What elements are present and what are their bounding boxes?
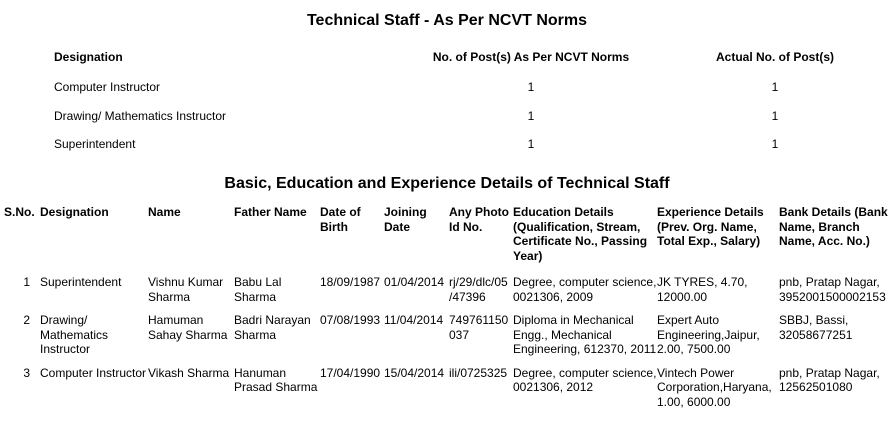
cell-education: Degree, computer science, 0021306, 2009 xyxy=(513,275,657,304)
table-row xyxy=(0,275,894,313)
ncvt-row-actual: 1 xyxy=(771,80,779,94)
header-name: Name xyxy=(148,205,181,219)
cell-joining-date: 15/04/2014 xyxy=(384,365,445,380)
cell-dob: 17/04/1990 xyxy=(320,365,381,380)
cell-dob: 18/09/1987 xyxy=(320,275,381,289)
cell-dob: 07/08/1993 xyxy=(320,313,381,327)
cell-experience: Vintech Power Corporation,Haryana, 1.00, 6000.00 xyxy=(657,365,772,409)
header-actual-posts: Actual No. of Post(s) xyxy=(715,50,835,64)
ncvt-row-actual: 1 xyxy=(771,137,779,151)
cell-education: Degree, computer science, 0021306, 2012 xyxy=(513,365,657,394)
header-designation: Designation xyxy=(40,205,109,219)
cell-name: Hamuman Sahay Sharma xyxy=(148,313,228,342)
cell-bank: SBBJ, Bassi, 32058677251 xyxy=(779,313,853,342)
cell-name: Vishnu Kumar Sharma xyxy=(148,275,224,304)
ncvt-row-designation: Superintendent xyxy=(54,137,136,151)
cell-education: Diploma in Mechanical Engg., Mechanical Engineering, 612370, 2011 xyxy=(513,313,657,356)
cell-father-name: Hanuman Prasad Sharma xyxy=(234,365,318,394)
cell-sno: 1 xyxy=(23,275,30,289)
cell-designation: Computer Instructor xyxy=(40,365,147,380)
cell-joining-date: 11/04/2014 xyxy=(384,313,444,327)
cell-father-name: Babu Lal Sharma xyxy=(234,275,282,304)
table-row xyxy=(0,313,894,366)
cell-photo-id: rj/29/dlc/05 /47396 xyxy=(449,275,508,304)
ncvt-row-designation: Computer Instructor xyxy=(54,80,161,94)
staff-details-table xyxy=(0,205,894,418)
ncvt-row-posts: 1 xyxy=(527,137,535,151)
cell-sno: 2 xyxy=(23,313,30,327)
cell-designation: Superintendent xyxy=(40,275,122,289)
cell-sno: 3 xyxy=(23,365,30,380)
cell-bank: pnb, Pratap Nagar, 3952001500002153 xyxy=(779,275,886,304)
cell-experience: JK TYRES, 4.70, 12000.00 xyxy=(657,275,748,304)
header-father-name: Father Name xyxy=(234,205,307,219)
header-education: Education Details (Qualification, Stream, Certificate No., Passing Year) xyxy=(513,205,648,263)
cell-joining-date: 01/04/2014 xyxy=(384,275,445,289)
header-photo-id: Any Photo Id No. xyxy=(449,205,509,234)
table-row xyxy=(0,366,894,419)
header-joining-date: Joining Date xyxy=(384,205,427,234)
header-designation: Designation xyxy=(54,50,123,64)
cell-name: Vikash Sharma xyxy=(148,365,230,380)
ncvt-row-posts: 1 xyxy=(527,80,535,94)
header-posts-ncvt: No. of Post(s) As Per NCVT Norms xyxy=(432,50,630,64)
header-sno: S.No. xyxy=(4,205,35,219)
header-experience: Experience Details (Prev. Org. Name, Total Exp., Salary) xyxy=(657,205,764,248)
cell-photo-id: 749761150 037 xyxy=(449,313,509,342)
table-header-row xyxy=(0,205,894,275)
header-dob: Date of Birth xyxy=(320,205,361,234)
ncvt-row-actual: 1 xyxy=(771,109,779,123)
ncvt-row-designation: Drawing/ Mathematics Instructor xyxy=(54,109,227,123)
ncvt-norms-table xyxy=(0,0,894,175)
header-bank: Bank Details (Bank Name, Branch Name, Acc. No.) xyxy=(779,205,888,248)
cell-bank: pnb, Pratap Nagar, 12562501080 xyxy=(779,365,880,394)
section-title-staff-details: Basic, Education and Experience Details of Technical Staff xyxy=(224,175,670,192)
cell-photo-id: ili/0725325 xyxy=(449,365,508,380)
cell-father-name: Badri Narayan Sharma xyxy=(234,313,311,342)
section-title-technical-staff: Technical Staff - As Per NCVT Norms xyxy=(306,12,588,29)
cell-designation: Drawing/ Mathematics Instructor xyxy=(40,313,109,356)
ncvt-row-posts: 1 xyxy=(527,109,535,123)
cell-experience: Expert Auto Engineering,Jaipur, 2.00, 7500.00 xyxy=(657,313,760,356)
